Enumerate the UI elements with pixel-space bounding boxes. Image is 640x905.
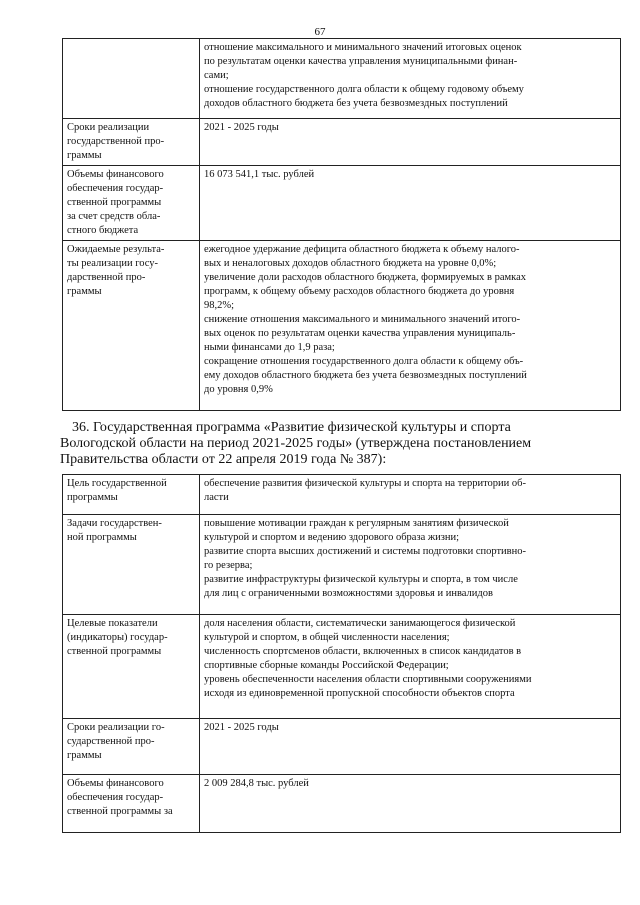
table-row (63, 775, 621, 833)
cell-line: вых оценок по результатам оценки качества управления муниципаль- (204, 328, 516, 339)
cell-line: 2021 - 2025 годы (204, 722, 279, 733)
cell-line: отношение государственного долга области к общему годовому объему (204, 84, 524, 95)
cell-line: Цель государственной (67, 478, 167, 489)
table-row (63, 119, 621, 166)
section-heading (60, 420, 620, 468)
cell-line: снижение отношения максимального и минимального значений итого- (204, 314, 521, 325)
cell-line: граммы (67, 750, 102, 761)
heading-line: Правительства области от 22 апреля 2019 года № 387): (60, 452, 387, 467)
table-row (63, 475, 621, 515)
cell-line: го резерва; (204, 560, 253, 571)
cell-line: ственной программы (67, 197, 162, 208)
cell-line: ласти (204, 492, 229, 503)
cell-line: до уровня 0,9% (204, 384, 273, 395)
cell-line: культурой и спортом, в общей численности населения; (204, 632, 450, 643)
row-label-cell (63, 241, 200, 411)
table-row (63, 241, 621, 411)
table-row (63, 166, 621, 241)
row-label-cell (63, 615, 200, 719)
cell-line: Задачи государствен- (67, 518, 162, 529)
cell-line: обеспечение развития физической культуры и спорта на территории об- (204, 478, 526, 489)
cell-line: сами; (204, 70, 229, 81)
cell-line: (индикаторы) государ- (67, 632, 168, 643)
cell-line: за счет средств обла- (67, 211, 161, 222)
row-label-cell (63, 515, 200, 615)
row-value-cell (200, 475, 621, 515)
cell-line: 16 073 541,1 тыс. рублей (204, 169, 315, 180)
row-label-cell (63, 39, 200, 119)
page-number: 67 (314, 26, 326, 38)
row-label-cell (63, 475, 200, 515)
cell-line: для лиц с ограниченными возможностями здоровья и инвалидов (204, 588, 493, 599)
row-value-cell (200, 615, 621, 719)
cell-line: программы (67, 492, 118, 503)
cell-line: культурой и спортом и ведению здорового образа жизни; (204, 532, 460, 543)
cell-line: ной программы (67, 532, 137, 543)
cell-line: обеспечения государ- (67, 183, 164, 194)
cell-line: 2 009 284,8 тыс. рублей (204, 778, 309, 789)
cell-line: сокращение отношения государственного долга области к общему объ- (204, 356, 524, 367)
cell-line: 98,2%; (204, 300, 235, 311)
row-label-cell (63, 775, 200, 833)
cell-line: обеспечения государ- (67, 792, 164, 803)
cell-line: численность спортсменов области, включенных в список кандидатов в (204, 646, 522, 657)
program-36-table (62, 474, 621, 833)
cell-line: ему доходов областного бюджета без учета безвозмездных поступлений (204, 370, 527, 381)
table-row (63, 39, 621, 119)
cell-line: граммы (67, 286, 102, 297)
cell-line: ственной программы (67, 646, 162, 657)
table-row (63, 615, 621, 719)
cell-line: по результатам оценки качества управления муниципальными финан- (204, 56, 518, 67)
row-value-cell (200, 39, 621, 119)
row-value-cell (200, 515, 621, 615)
cell-line: исходя из единовременной пропускной способности объектов спорта (204, 688, 515, 699)
row-value-cell (200, 241, 621, 411)
cell-line: программ, к общему объему расходов областного бюджета до уровня (204, 286, 515, 297)
heading-line: Вологодской области на период 2021-2025 годы» (утверждена постановлением (60, 436, 532, 451)
cell-line: Сроки реализации го- (67, 722, 165, 733)
cell-line: отношение максимального и минимального значений итоговых оценок (204, 42, 522, 53)
cell-line: Сроки реализации (67, 122, 150, 133)
cell-line: 2021 - 2025 годы (204, 122, 279, 133)
cell-line: ными финансами до 1,9 раза; (204, 342, 335, 353)
cell-line: развитие спорта высших достижений и системы подготовки спортивно- (204, 546, 527, 557)
row-value-cell (200, 719, 621, 775)
cell-line: ежегодное удержание дефицита областного бюджета к объему налого- (204, 244, 520, 255)
cell-line: граммы (67, 150, 102, 161)
cell-line: стного бюджета (67, 225, 139, 236)
cell-line: ственной программы за (67, 806, 173, 817)
cell-line: спортивные сборные команды Российской Федерации; (204, 660, 449, 671)
cell-line: ты реализации госу- (67, 258, 159, 269)
program-35-table (62, 38, 621, 411)
cell-line: доля населения области, систематически занимающегося физической (204, 618, 516, 629)
cell-line: повышение мотивации граждан к регулярным занятиям физической (204, 518, 509, 529)
cell-line: вых и неналоговых доходов областного бюджета на уровне 0,0%; (204, 258, 497, 269)
table-row (63, 515, 621, 615)
cell-line: Целевые показатели (67, 618, 158, 629)
cell-line: уровень обеспеченности населения области спортивными сооружениями (204, 674, 532, 685)
cell-line: Ожидаемые результа- (67, 244, 165, 255)
row-value-cell (200, 119, 621, 166)
cell-line: государственной про- (67, 136, 165, 147)
cell-line: доходов областного бюджета без учета безвозмездных поступлений (204, 98, 508, 109)
row-label-cell (63, 119, 200, 166)
cell-line: Объемы финансового (67, 778, 164, 789)
cell-line: развитие инфраструктуры физической культуры и спорта, в том числе (204, 574, 518, 585)
row-value-cell (200, 775, 621, 833)
cell-line: увеличение доли расходов областного бюджета, формируемых в рамках (204, 272, 526, 283)
cell-line: дарственной про- (67, 272, 146, 283)
row-value-cell (200, 166, 621, 241)
cell-line: сударственной про- (67, 736, 155, 747)
cell-line: Объемы финансового (67, 169, 164, 180)
row-label-cell (63, 719, 200, 775)
heading-line: 36. Государственная программа «Развитие физической культуры и спорта (72, 420, 511, 435)
table-row (63, 719, 621, 775)
row-label-cell (63, 166, 200, 241)
